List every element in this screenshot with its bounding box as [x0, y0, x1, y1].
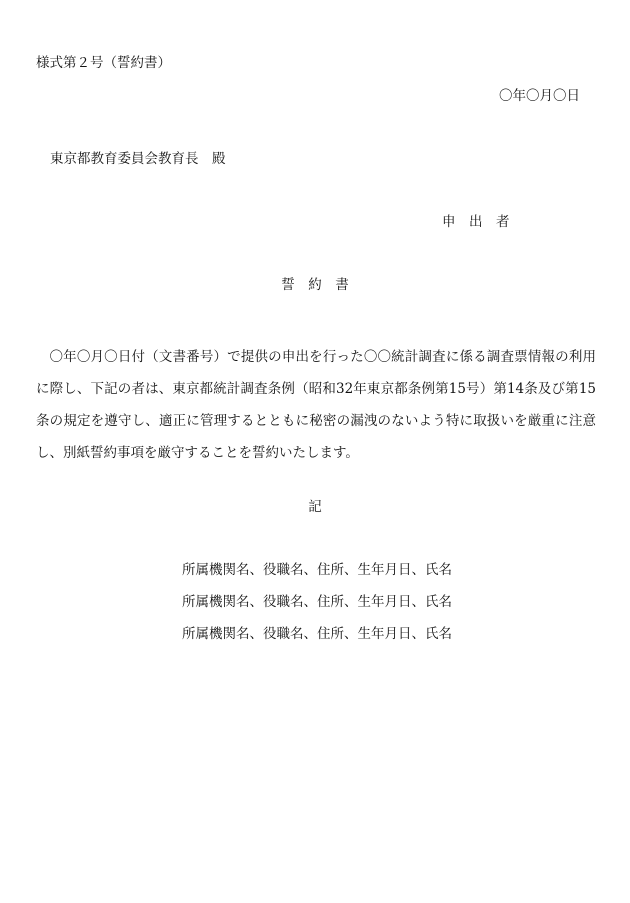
document-title: 誓 約 書	[281, 277, 349, 293]
applicant-label: 申 出 者	[442, 214, 510, 230]
applicant-line: 所属機関名、役職名、住所、生年月日、氏名	[182, 626, 452, 642]
applicant-line: 所属機関名、役職名、住所、生年月日、氏名	[182, 594, 452, 610]
form-number: 様式第２号（誓約書）	[36, 55, 171, 71]
ki-label: 記	[308, 499, 322, 515]
addressee: 東京都教育委員会教育長 殿	[50, 151, 226, 167]
pledge-body-text: 〇年〇月〇日付（文書番号）で提供の申出を行った〇〇統計調査に係る調査票情報の利用に際し、下記の者は、東京都統計調査条例（昭和32年東京都条例第15号）第14条及び第15条の規定を遵守し、適正に管理するとともに秘密の漏洩のないよう特に取扱いを厳重に注意し、別紙誓約事項を厳守することを誓約いたします。	[36, 349, 596, 461]
applicant-list	[182, 563, 452, 659]
applicant-line: 所属機関名、役職名、住所、生年月日、氏名	[182, 562, 452, 578]
document-date: 〇年〇月〇日	[499, 88, 580, 104]
